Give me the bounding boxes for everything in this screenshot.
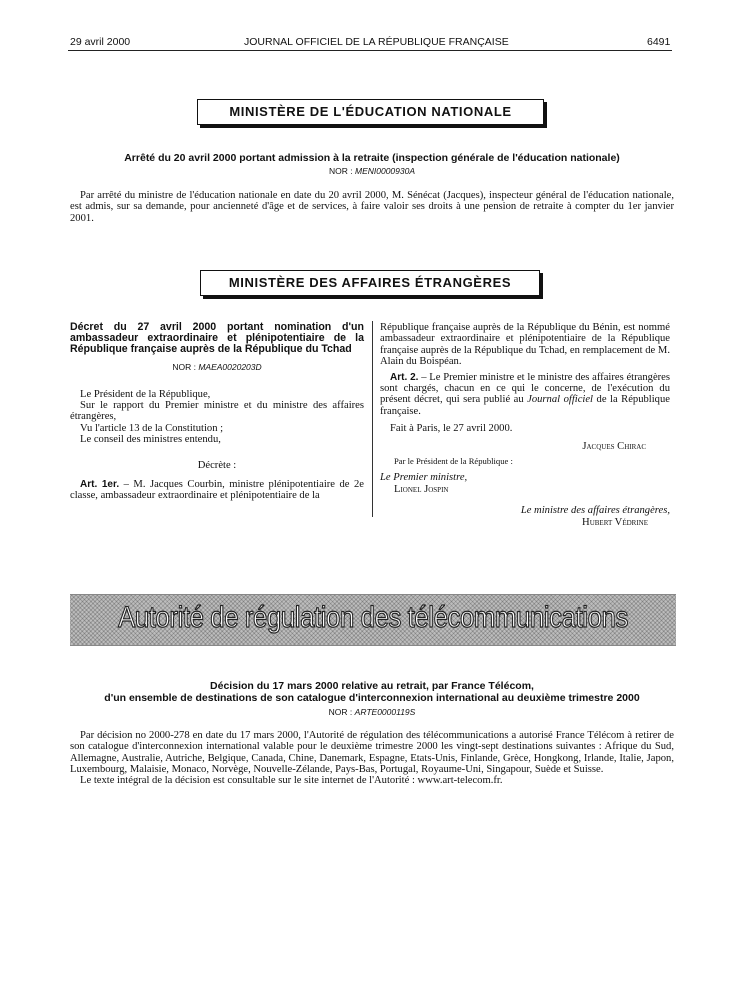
header-journal-title: JOURNAL OFFICIEL DE LA RÉPUBLIQUE FRANÇAISE [244, 36, 509, 48]
article-2 [380, 372, 670, 418]
education-body: Par arrêté du ministre de l'éducation nationale en date du 20 avril 2000, M. Sénécat (Jacques), inspecteur général de l'éducation nationale, est admis, sur sa demande, pour ancienneté d'âge et de services, à faire valoir ses droits à une pension de retraite à compter du 1er janvier 2001. [70, 190, 674, 224]
journal-officiel-mention: Journal officiel [527, 394, 594, 406]
article-2-label: Art. 2. [390, 371, 419, 383]
nor-label: NOR : [328, 707, 353, 717]
telecom-decision-body-2: Le texte intégral de la décision est consultable sur le site internet de l'Autorité : www.art-telecom.fr. [80, 775, 503, 786]
header-rule [68, 50, 672, 51]
signature-president: Jacques Chirac [582, 440, 646, 452]
par-le-president: Par le Président de la République : [394, 456, 513, 467]
header-date: 29 avril 2000 [70, 36, 131, 48]
foreign-decree-title: Décret du 27 avril 2000 portant nomination d'un ambassadeur extraordinaire et plénipotentiaire de la République française auprès de la République du Tchad [70, 321, 364, 356]
article-2-text: – Le Premier ministre et le ministre des affaires étrangères sont chargés, chacun en ce qui le concerne, de l'exécution du présent décret, qui sera publié au [380, 371, 670, 406]
nor-label: NOR : [328, 166, 353, 176]
telecom-decision-title-line1: Décision du 17 mars 2000 relative au retrait, par France Télécom, [210, 680, 534, 692]
telecom-authority-banner [70, 594, 676, 646]
article-1-continued: République française auprès de la République du Bénin, est nommé ambassadeur extraordinaire et plénipotentiaire de la République française auprès de la République du Tchad, en remplacement de M. Alain du Boispéan. [380, 322, 670, 368]
nor-code: ARTE0000119S [354, 707, 416, 717]
decrete-heading: Décrète : [197, 459, 237, 471]
telecom-decision-title-line2: d'un ensemble de destinations de son catalogue d'interconnexion international au deuxième trimestre 2000 [104, 692, 640, 704]
foreign-left-column [70, 322, 364, 502]
column-divider [372, 321, 373, 517]
article-1 [70, 479, 364, 502]
fait-a-paris: Fait à Paris, le 27 avril 2000. [390, 423, 513, 435]
signature-mae: Hubert Védrine [582, 516, 648, 528]
mae-title: Le ministre des affaires étrangères, [520, 505, 670, 517]
telecom-decision-body: Par décision no 2000-278 en date du 17 mars 2000, l'Autorité de régulation des télécommunications a autorisé France Télécom à retirer de son catalogue d'interconnexion international valable pour le deuxième trimestre 2000 les vingt-sept destinations suivantes : Afrique du Sud, Allemagne, Australie, Autriche, Belgique, Canada, Chine, Danemark, Espagne, Etats-Unis, Finlande, Grèce, Hongkong, Irlande, Italie, Japon, Luxembourg, Malaisie, Monaco, Norvège, Nouvelle-Zélande, Pays-Bas, Portugal, Royaume-Uni, Singapour, Suède et Suisse. [70, 730, 674, 776]
education-decree-title: Arrêté du 20 avril 2000 portant admission à la retraite (inspection générale de l'éducation nationale) [124, 152, 620, 164]
signature-pm: Lionel Jospin [394, 483, 449, 495]
nor-code: MENI0000930A [354, 166, 415, 176]
nor-code: MAEA0020203D [198, 361, 262, 372]
preamble-paragraph: Le conseil des ministres entendu, [80, 434, 221, 446]
education-nor [70, 166, 674, 176]
article-2-text-end: de la République française. [380, 394, 670, 417]
header-page-number: 6491 [647, 36, 671, 48]
article-1-text: – M. Jacques Courbin, ministre plénipotentiaire de 2e classe, ambassadeur extraordinaire et plénipotentiaire de la [70, 479, 364, 502]
preamble-paragraph: Le Président de la République, [80, 388, 211, 400]
foreign-nor [70, 362, 364, 372]
telecom-nor [70, 707, 674, 717]
telecom-authority-title: Autorité de régulation des télécommunications [118, 601, 628, 634]
preamble-paragraph: Sur le rapport du Premier ministre et du ministre des affaires étrangères, [70, 400, 364, 423]
foreign-right-column [380, 322, 670, 528]
article-1-label: Art. 1er. [80, 479, 120, 491]
pm-title: Le Premier ministre, [380, 472, 468, 484]
ministry-foreign-box: MINISTÈRE DES AFFAIRES ÉTRANGÈRES [200, 270, 540, 296]
preamble-paragraph: Vu l'article 13 de la Constitution ; [80, 422, 224, 434]
ministry-education-box: MINISTÈRE DE L'ÉDUCATION NATIONALE [197, 99, 544, 125]
nor-label: NOR : [172, 361, 196, 372]
